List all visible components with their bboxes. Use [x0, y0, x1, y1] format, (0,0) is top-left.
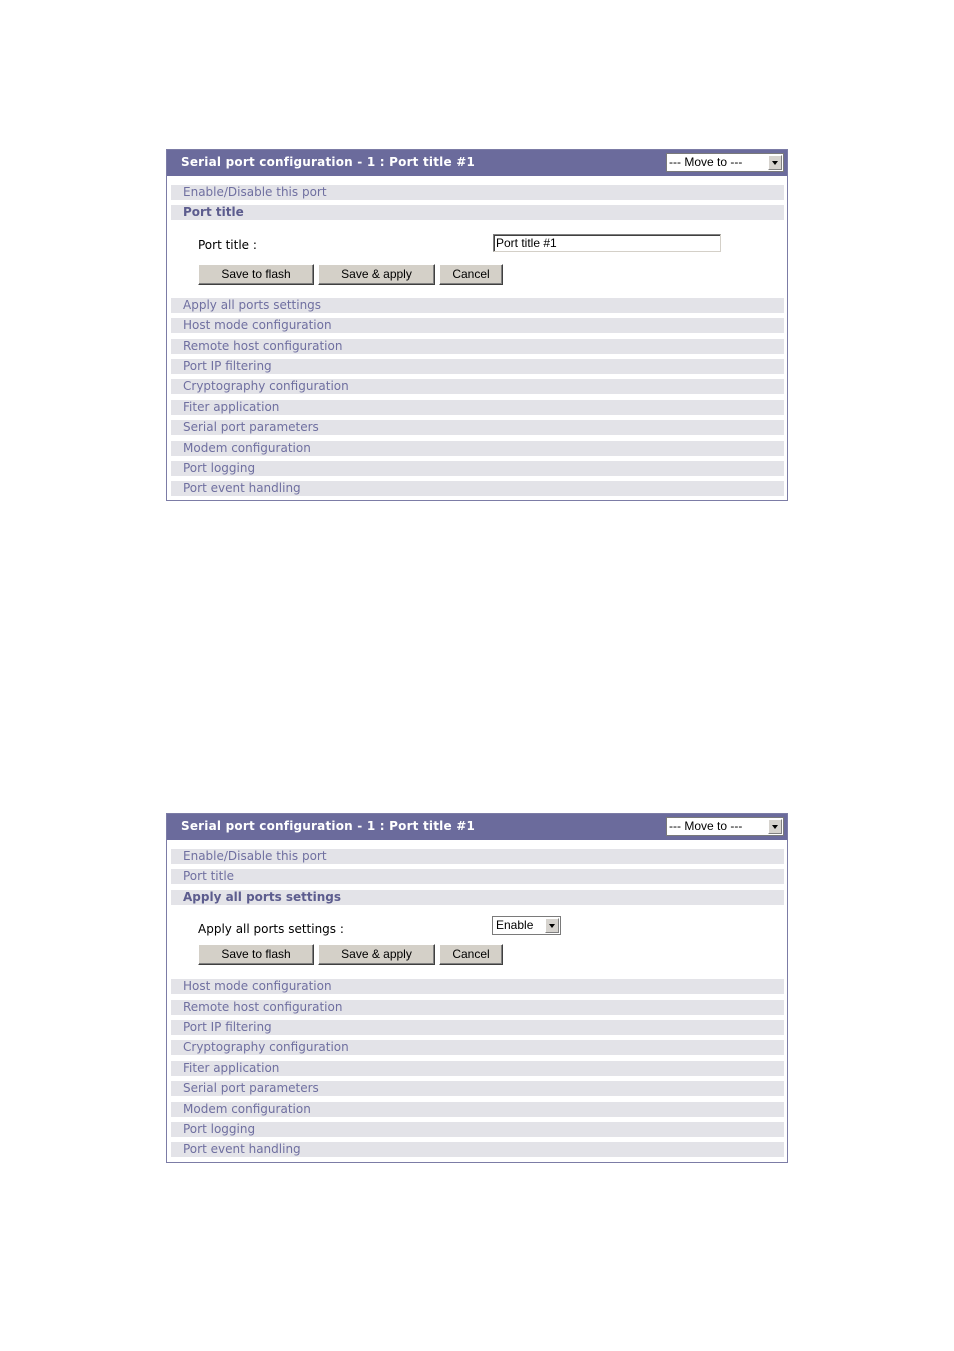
section-enable-disable-port[interactable]: Enable/Disable this port — [171, 849, 784, 864]
apply-all-ports-select[interactable] — [492, 916, 561, 935]
apply-all-ports-label: Apply all ports settings : — [198, 922, 344, 937]
section-port-title[interactable]: Port title — [171, 205, 784, 220]
section-port-event-handling[interactable]: Port event handling — [171, 481, 784, 496]
port-title-form — [171, 222, 784, 291]
section-host-mode[interactable]: Host mode configuration — [171, 979, 784, 994]
section-serial-port-parameters[interactable]: Serial port parameters — [171, 420, 784, 435]
section-modem-configuration[interactable]: Modem configuration — [171, 441, 784, 456]
section-port-event-handling[interactable]: Port event handling — [171, 1142, 784, 1157]
section-cryptography[interactable]: Cryptography configuration — [171, 1040, 784, 1055]
section-serial-port-parameters[interactable]: Serial port parameters — [171, 1081, 784, 1096]
section-remote-host[interactable]: Remote host configuration — [171, 1000, 784, 1015]
cancel-button[interactable]: Cancel — [439, 944, 503, 965]
port-title-label: Port title : — [198, 237, 257, 252]
section-port-title[interactable]: Port title — [171, 869, 784, 884]
move-to-select[interactable] — [666, 153, 784, 172]
save-to-flash-button[interactable]: Save to flash — [198, 944, 314, 965]
section-remote-host[interactable]: Remote host configuration — [171, 339, 784, 354]
section-port-ip-filtering[interactable]: Port IP filtering — [171, 1020, 784, 1035]
save-and-apply-button[interactable]: Save & apply — [318, 944, 435, 965]
chevron-down-icon[interactable] — [768, 819, 782, 834]
move-to-select-value: --- Move to --- — [669, 819, 743, 833]
panel-title: Serial port configuration - 1 : Port title #1 — [181, 155, 476, 169]
section-apply-all-ports[interactable]: Apply all ports settings — [171, 890, 784, 905]
save-to-flash-button[interactable]: Save to flash — [198, 264, 314, 285]
section-enable-disable-port[interactable]: Enable/Disable this port — [171, 185, 784, 200]
panel-header — [167, 150, 787, 176]
panel-body — [167, 840, 787, 1157]
section-port-ip-filtering[interactable]: Port IP filtering — [171, 359, 784, 374]
save-and-apply-button[interactable]: Save & apply — [318, 264, 435, 285]
apply-all-ports-select-value: Enable — [496, 918, 534, 933]
move-to-select-value: --- Move to --- — [669, 155, 743, 169]
panel-header — [167, 814, 787, 840]
section-filter-application[interactable]: Fiter application — [171, 1061, 784, 1076]
apply-all-ports-form — [171, 906, 784, 972]
panel-title: Serial port configuration - 1 : Port title #1 — [181, 819, 476, 833]
cancel-button[interactable]: Cancel — [439, 264, 503, 285]
section-host-mode[interactable]: Host mode configuration — [171, 318, 784, 333]
panel-body — [167, 176, 787, 496]
port-title-input[interactable]: Port title #1 — [493, 234, 721, 252]
move-to-select[interactable] — [666, 817, 784, 836]
section-filter-application[interactable]: Fiter application — [171, 400, 784, 415]
chevron-down-icon[interactable] — [545, 918, 559, 933]
chevron-down-icon[interactable] — [768, 155, 782, 170]
port-title-config-panel — [166, 149, 788, 501]
apply-all-ports-config-panel — [166, 813, 788, 1163]
section-cryptography[interactable]: Cryptography configuration — [171, 379, 784, 394]
section-port-logging[interactable]: Port logging — [171, 461, 784, 476]
section-port-logging[interactable]: Port logging — [171, 1122, 784, 1137]
section-apply-all-ports[interactable]: Apply all ports settings — [171, 298, 784, 313]
section-modem-configuration[interactable]: Modem configuration — [171, 1102, 784, 1117]
